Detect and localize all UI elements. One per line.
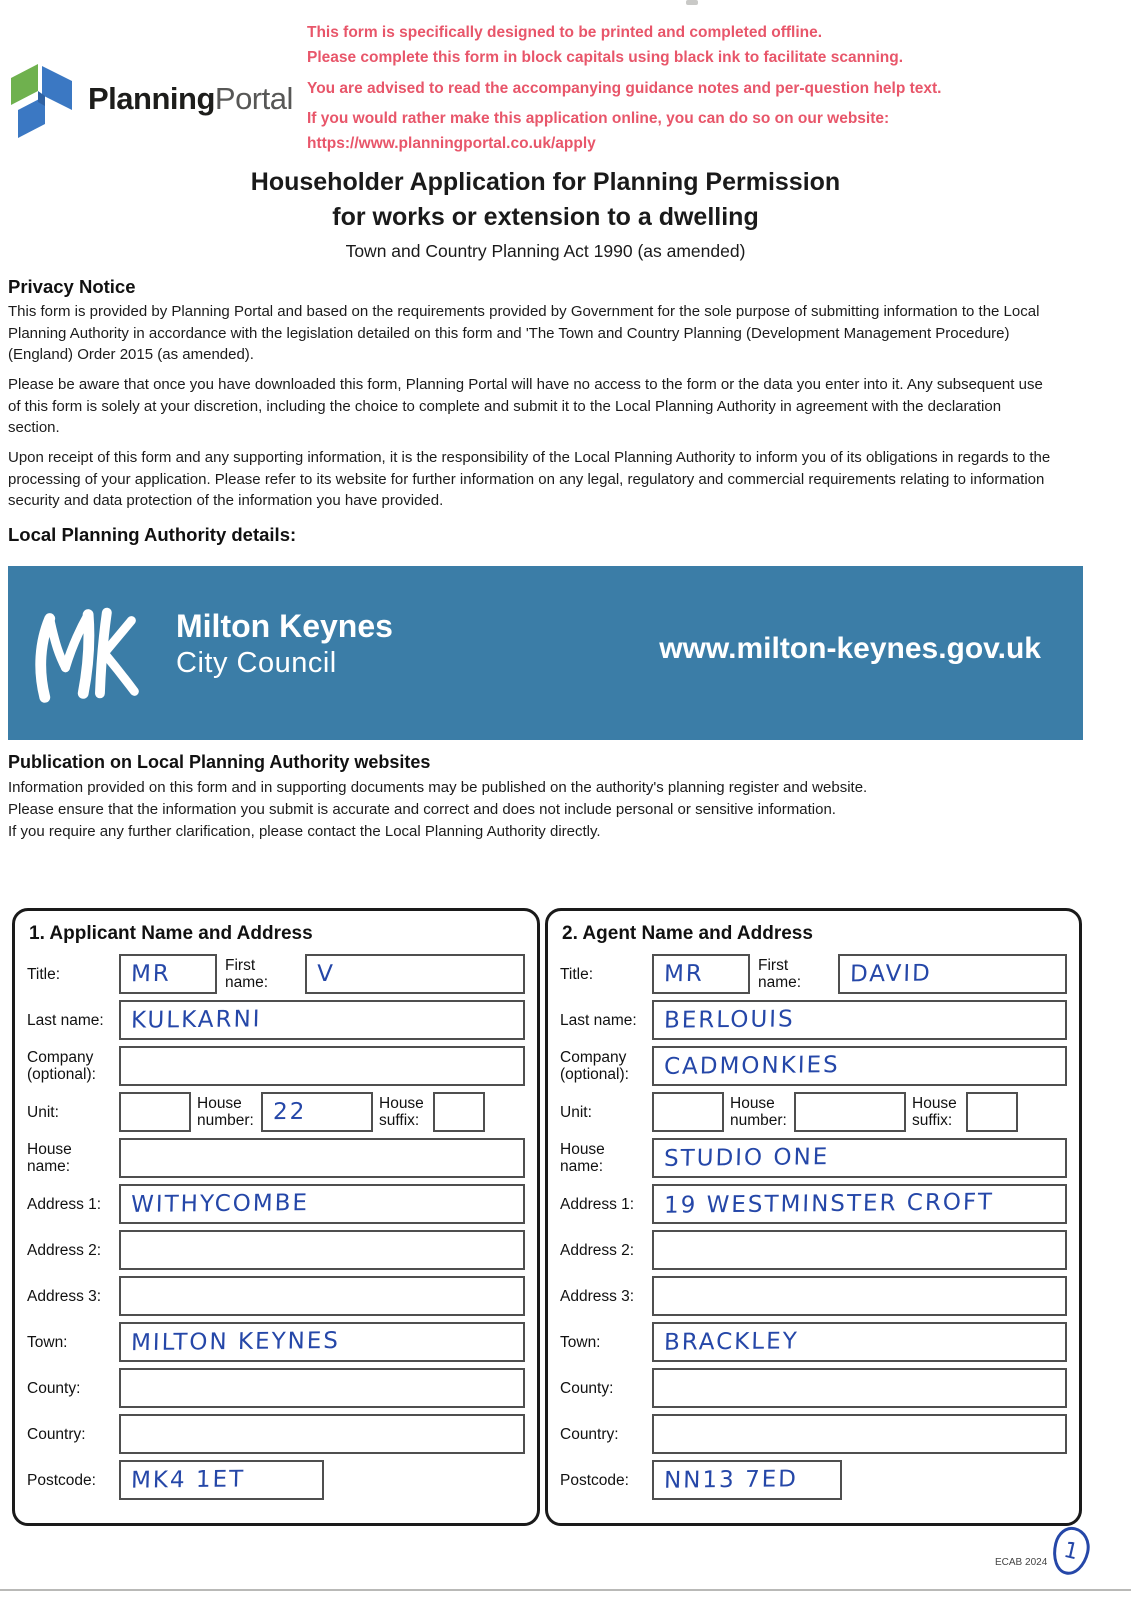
county-label: County: (560, 1379, 614, 1397)
agent-section (545, 908, 1082, 1526)
agent-address1-field[interactable] (652, 1184, 1067, 1224)
planning-portal-logo (10, 58, 293, 140)
agent-first-name-value: DAVID (849, 960, 933, 988)
agent-title-value: MR (663, 960, 705, 988)
house-suffix-label: House suffix: (379, 1095, 424, 1129)
applicant-unit-field[interactable] (119, 1092, 191, 1132)
address1-label: Address 1: (560, 1195, 635, 1213)
applicant-postcode-value: MK4 1ET (130, 1466, 246, 1494)
council-name (176, 608, 393, 682)
agent-first-name-field[interactable] (838, 954, 1067, 994)
privacy-paragraph-2: Please be aware that once you have downloaded this form, Planning Portal will have no access to the form or the data you enter into it. Any subsequent use of this form is solely at your discretion, including the choice to complete and submit it to the Local Planning Authority in agreement with the declaration section. (8, 376, 1043, 436)
agent-title-field[interactable] (652, 954, 750, 994)
house-suffix-label: House suffix: (912, 1095, 957, 1129)
applicant-section (12, 908, 540, 1526)
agent-company-field[interactable] (652, 1046, 1067, 1086)
applicant-last-name-field[interactable] (119, 1000, 525, 1040)
agent-postcode-value: NN13 7ED (663, 1466, 799, 1494)
address1-label: Address 1: (27, 1195, 102, 1213)
last-name-label: Last name: (560, 1011, 637, 1029)
agent-last-name-value: BERLOUIS (663, 1006, 795, 1034)
applicant-house-name-field[interactable] (119, 1138, 525, 1178)
town-label: Town: (560, 1333, 601, 1351)
agent-town-value: BRACKLEY (663, 1328, 800, 1356)
brand-bold: Planning (88, 81, 215, 116)
company-label: Company (optional): (27, 1049, 96, 1083)
form-title-act: Town and Country Planning Act 1990 (as amended) (345, 241, 746, 261)
print-notice-line1: This form is specifically designed to be printed and completed offline. (307, 24, 823, 41)
agent-last-name-field[interactable] (652, 1000, 1067, 1040)
applicant-county-field[interactable] (119, 1368, 525, 1408)
applicant-first-name-value: V (316, 960, 336, 988)
applicant-country-field[interactable] (119, 1414, 525, 1454)
title-label: Title: (560, 965, 594, 983)
applicant-title-field[interactable] (119, 954, 217, 994)
scan-edge-line (0, 1589, 1131, 1591)
agent-country-field[interactable] (652, 1414, 1067, 1454)
first-name-label: First name: (225, 957, 269, 991)
council-name-line1: Milton Keynes (176, 608, 393, 644)
applicant-house-suffix-field[interactable] (433, 1092, 485, 1132)
address3-label: Address 3: (27, 1287, 102, 1305)
council-name-line2: City Council (176, 647, 337, 679)
house-name-label: House name: (560, 1141, 605, 1175)
house-number-label: House number: (730, 1095, 787, 1129)
applicant-town-value: MILTON KEYNES (130, 1327, 341, 1357)
applicant-address1-value: WITHYCOMBE (130, 1190, 310, 1218)
applicant-house-number-value: 22 (272, 1098, 307, 1126)
privacy-paragraph-3: Upon receipt of this form and any supporting information, it is the responsibility of the Local Planning Authority to inform you of its obligations in regards to the processing of your application. Please refer to its website for further information on any legal, regulatory and commercial requirements relating to information security and data protection of the information you have provided. (8, 449, 1051, 509)
online-notice (307, 106, 1067, 156)
form-reference-code: ECAB 2024 (995, 1557, 1048, 1568)
applicant-section-heading: 1. Applicant Name and Address (29, 923, 313, 944)
address2-label: Address 2: (560, 1241, 635, 1259)
agent-house-suffix-field[interactable] (966, 1092, 1018, 1132)
form-title-line2: for works or extension to a dwelling (332, 203, 759, 231)
last-name-label: Last name: (27, 1011, 104, 1029)
country-label: Country: (27, 1425, 86, 1443)
applicant-first-name-field[interactable] (305, 954, 525, 994)
applicant-postcode-field[interactable] (119, 1460, 324, 1500)
postcode-label: Postcode: (560, 1471, 629, 1489)
privacy-paragraph-1: This form is provided by Planning Portal and based on the requirements provided by Government for the sole purpose of submitting information to the Local Planning Authority in accordance with the legislation detailed on this form and 'The Town and Country Planning (Development Management Procedure) (England) Order 2015 (as amended). (8, 303, 1040, 363)
apply-url: https://www.planningportal.co.uk/apply (307, 135, 596, 152)
applicant-town-field[interactable] (119, 1322, 525, 1362)
guidance-notice-line: You are advised to read the accompanying guidance notes and per-question help text. (307, 80, 942, 97)
house-number-label: House number: (197, 1095, 254, 1129)
agent-postcode-field[interactable] (652, 1460, 842, 1500)
handwritten-page-number-circle: 1 (1048, 1524, 1094, 1579)
lpa-banner (8, 566, 1083, 740)
privacy-heading: Privacy Notice (8, 276, 136, 297)
title-label: Title: (27, 965, 61, 983)
town-label: Town: (27, 1333, 68, 1351)
applicant-title-value: MR (130, 960, 172, 988)
print-notice (307, 20, 1067, 70)
agent-unit-field[interactable] (652, 1092, 724, 1132)
unit-label: Unit: (560, 1103, 592, 1121)
agent-town-field[interactable] (652, 1322, 1067, 1362)
applicant-company-field[interactable] (119, 1046, 525, 1086)
agent-address2-field[interactable] (652, 1230, 1067, 1270)
agent-county-field[interactable] (652, 1368, 1067, 1408)
applicant-last-name-value: KULKARNI (130, 1006, 262, 1034)
applicant-address2-field[interactable] (119, 1230, 525, 1270)
online-notice-line: If you would rather make this application online, you can do so on our website: (307, 110, 890, 127)
country-label: Country: (560, 1425, 619, 1443)
agent-address1-value: 19 WESTMINSTER CROFT (663, 1189, 995, 1219)
print-notice-line2: Please complete this form in block capitals using black ink to facilitate scanning. (307, 49, 904, 66)
agent-address3-field[interactable] (652, 1276, 1067, 1316)
publication-line-3: If you require any further clarification, please contact the Local Planning Authority directly. (8, 823, 601, 840)
brand-name (88, 81, 293, 117)
brand-light: Portal (214, 81, 293, 116)
address3-label: Address 3: (560, 1287, 635, 1305)
applicant-address3-field[interactable] (119, 1276, 525, 1316)
agent-house-number-field[interactable] (794, 1092, 906, 1132)
house-name-label: House name: (27, 1141, 72, 1175)
publication-line-1: Information provided on this form and in supporting documents may be published on the authority's planning register and website. (8, 779, 868, 796)
county-label: County: (27, 1379, 81, 1397)
unit-label: Unit: (27, 1103, 59, 1121)
address2-label: Address 2: (27, 1241, 102, 1259)
agent-house-name-value: STUDIO ONE (663, 1144, 830, 1172)
applicant-address1-field[interactable] (119, 1184, 525, 1224)
agent-section-heading: 2. Agent Name and Address (562, 923, 813, 944)
publication-line-2: Please ensure that the information you submit is accurate and correct and does not include personal or sensitive information. (8, 801, 836, 818)
publication-heading: Publication on Local Planning Authority websites (8, 752, 431, 772)
mk-logo-icon (32, 594, 160, 712)
guidance-notice (307, 76, 1067, 101)
first-name-label: First name: (758, 957, 802, 991)
scan-artifact-mark (686, 0, 698, 5)
agent-company-value: CADMONKIES (663, 1052, 840, 1080)
company-label: Company (optional): (560, 1049, 629, 1083)
form-title-line1: Householder Application for Planning Permission (250, 168, 841, 196)
applicant-house-number-field[interactable] (261, 1092, 373, 1132)
lpa-details-heading: Local Planning Authority details: (8, 524, 297, 545)
council-website-url: www.milton-keynes.gov.uk (659, 632, 1041, 665)
agent-house-name-field[interactable] (652, 1138, 1067, 1178)
postcode-label: Postcode: (27, 1471, 96, 1489)
planning-portal-logo-icon (10, 58, 74, 140)
